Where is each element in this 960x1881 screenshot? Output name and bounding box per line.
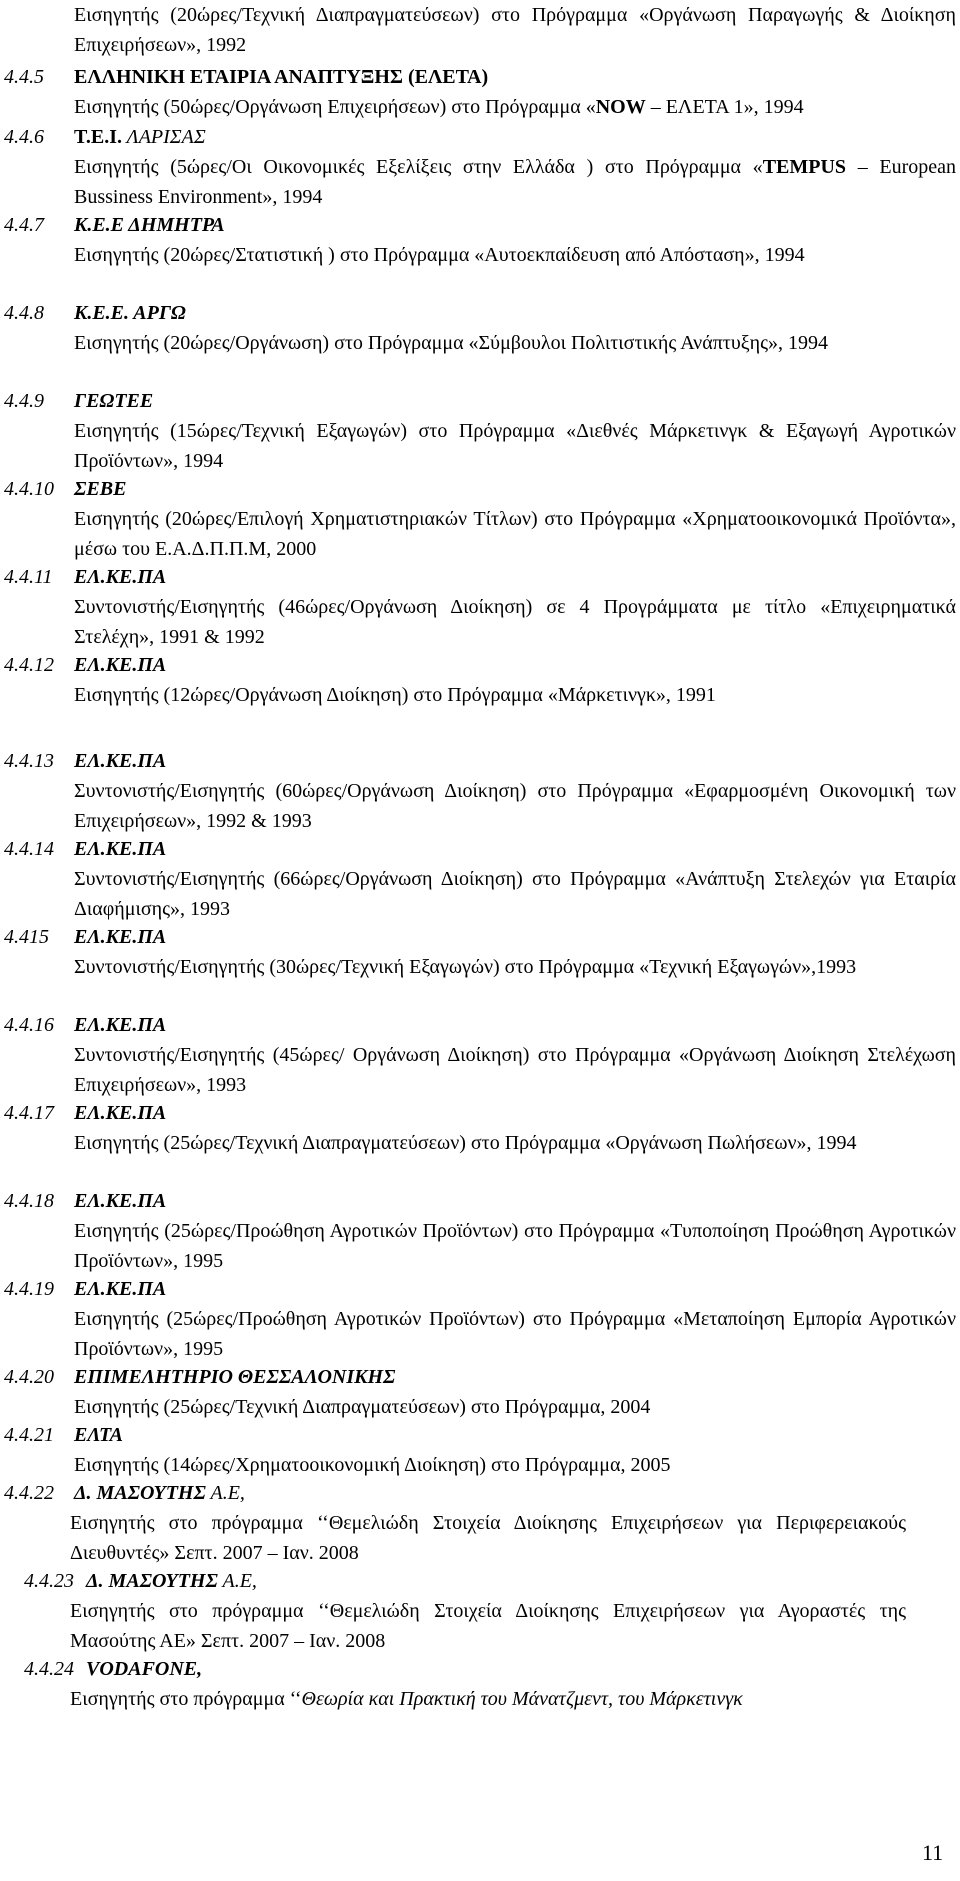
entry-organization-suffix: Α.Ε,: [205, 1482, 245, 1504]
entry-text: [74, 92, 956, 122]
entry-text: Εισηγητής (12ώρες/Οργάνωση Διοίκηση) στο Πρόγραμμα «Μάρκετινγκ», 1991: [74, 684, 716, 706]
entry-organization: ΕΛ.ΚΕ.ΠΑ: [74, 1278, 167, 1300]
entry-number: 4.4.14: [4, 838, 54, 860]
entry-organization-suffix: ΛΑΡΙΣΑΣ: [121, 126, 206, 148]
entry-text: [70, 1684, 950, 1714]
entry-text-part: Εισηγητής στο πρόγραμμα ‘‘: [70, 1688, 302, 1710]
entry-text: Συντονιστής/Εισηγητής (46ώρες/Οργάνωση Διοίκηση) σε 4 Προγράμματα με τίτλο «Επιχειρηματικά Στελέχη», 1991 & 1992: [74, 596, 956, 648]
entry-text-part: – ΕΛΕΤΑ 1», 1994: [645, 96, 804, 118]
entry-text: Εισηγητής (20ώρες/Επιλογή Χρηματιστηριακών Τίτλων) στο Πρόγραμμα «Χρηματοοικονομικά Προϊόντα», μέσω του Ε.Α.Δ.Π.Π.Μ, 2000: [74, 508, 956, 560]
entry-organization: [86, 1566, 257, 1596]
entry-text: Εισηγητής στο πρόγραμμα ‘‘Θεμελιώδη Στοιχεία Διοίκησης Επιχειρήσεων για Αγοραστές της Μασούτης ΑΕ» Σεπτ. 2007 – Ιαν. 2008: [70, 1600, 906, 1652]
entry-organization-name: Δ. ΜΑΣΟΥΤΗΣ: [74, 1482, 206, 1504]
entry-organization: ΕΛ.ΚΕ.ΠΑ: [74, 566, 167, 588]
entry-text: Εισηγητής (20ώρες/Τεχνική Διαπραγματεύσεων) στο Πρόγραμμα «Οργάνωση Παραγωγής & Διοίκηση Επιχειρήσεων», 1992: [74, 4, 956, 56]
entry-organization-name: Δ. ΜΑΣΟΥΤΗΣ: [86, 1570, 218, 1592]
entry-number: 4.4.18: [4, 1190, 54, 1212]
entry-text: Εισηγητής στο πρόγραμμα ‘‘Θεμελιώδη Στοιχεία Διοίκησης Επιχειρήσεων για Περιφερειακούς Διευθυντές» Σεπτ. 2007 – Ιαν. 2008: [70, 1512, 906, 1564]
entry-number: 4.4.7: [4, 214, 44, 236]
entry-text: Εισηγητής (25ώρες/Τεχνική Διαπραγματεύσεων) στο Πρόγραμμα, 2004: [74, 1396, 651, 1418]
entry-number: 4.4.10: [4, 478, 54, 500]
entry-organization: [74, 122, 206, 152]
entry-organization: ΕΛΤΑ: [74, 1424, 124, 1446]
entry-number: 4.415: [4, 926, 49, 948]
entry-text-part: Εισηγητής (5ώρες/Οι Οικονομικές Εξελίξεις στην Ελλάδα ) στο Πρόγραμμα «: [74, 156, 763, 178]
entry-text: Συντονιστής/Εισηγητής (66ώρες/Οργάνωση Διοίκηση) στο Πρόγραμμα «Ανάπτυξη Στελεχών για Εταιρία Διαφήμισης», 1993: [74, 868, 956, 920]
entry-number: 4.4.13: [4, 750, 54, 772]
entry-number: 4.4.20: [4, 1366, 54, 1388]
entry-organization: ΕΠΙΜΕΛΗΤΗΡΙΟ ΘΕΣΣΑΛΟΝΙΚΗΣ: [74, 1366, 396, 1388]
entry-text: Εισηγητής (20ώρες/Στατιστική ) στο Πρόγραμμα «Αυτοεκπαίδευση από Απόσταση», 1994: [74, 244, 805, 266]
entry-organization: ΕΛ.ΚΕ.ΠΑ: [74, 750, 167, 772]
entry-text: Συντονιστής/Εισηγητής (60ώρες/Οργάνωση Διοίκηση) στο Πρόγραμμα «Εφαρμοσμένη Οικονομική των Επιχειρήσεων», 1992 & 1993: [74, 780, 956, 832]
entry-organization: Κ.Ε.Ε. ΑΡΓΩ: [74, 302, 186, 324]
entry-organization: ΕΛ.ΚΕ.ΠΑ: [74, 838, 167, 860]
entry-text: Εισηγητής (25ώρες/Προώθηση Αγροτικών Προϊόντων) στο Πρόγραμμα «Τυποποίηση Προώθηση Αγροτικών Προϊόντων», 1995: [74, 1220, 956, 1272]
entry-number: 4.4.17: [4, 1102, 54, 1124]
entry-text: Εισηγητής (14ώρες/Χρηματοοικονομική Διοίκηση) στο Πρόγραμμα, 2005: [74, 1454, 671, 1476]
entry-text: Συντονιστής/Εισηγητής (45ώρες/ Οργάνωση Διοίκηση) στο Πρόγραμμα «Οργάνωση Διοίκηση Στελέχωση Επιχειρήσεων», 1993: [74, 1044, 956, 1096]
entry-organization: VODAFONE,: [86, 1658, 203, 1680]
entry-number: 4.4.6: [4, 126, 44, 148]
entry-organization: ΕΛ.ΚΕ.ΠΑ: [74, 1190, 167, 1212]
entry-organization-suffix: Α.Ε,: [217, 1570, 257, 1592]
entry-text: Εισηγητής (25ώρες/Προώθηση Αγροτικών Προϊόντων) στο Πρόγραμμα «Μεταποίηση Εμπορία Αγροτικών Προϊόντων», 1995: [74, 1308, 956, 1360]
entry-text: Εισηγητής (25ώρες/Τεχνική Διαπραγματεύσεων) στο Πρόγραμμα «Οργάνωση Πωλήσεων», 1994: [74, 1132, 857, 1154]
entry-number: 4.4.21: [4, 1424, 54, 1446]
entry-text: Συντονιστής/Εισηγητής (30ώρες/Τεχνική Εξαγωγών) στο Πρόγραμμα «Τεχνική Εξαγωγών»,1993: [74, 956, 857, 978]
entry-number: 4.4.16: [4, 1014, 54, 1036]
entry-number: 4.4.22: [4, 1482, 54, 1504]
entry-program-acronym: NOW: [595, 96, 646, 118]
entry-program-acronym: TEMPUS: [762, 156, 847, 178]
entry-text-part: Εισηγητής (50ώρες/Οργάνωση Επιχειρήσεων) στο Πρόγραμμα «: [74, 96, 596, 118]
entry-text-part: – European Bussiness Environment», 1994: [74, 156, 956, 208]
entry-organization: ΕΛ.ΚΕ.ΠΑ: [74, 1014, 167, 1036]
entry-number: 4.4.24: [24, 1658, 74, 1680]
entry-number: 4.4.5: [4, 66, 44, 88]
entry-organization: Κ.Ε.Ε ΔΗΜΗΤΡΑ: [74, 214, 225, 236]
entry-organization: ΣΕΒΕ: [74, 478, 127, 500]
entry-organization: ΓΕΩΤΕΕ: [74, 390, 154, 412]
entry-text: Εισηγητής (15ώρες/Τεχνική Εξαγωγών) στο Πρόγραμμα «Διεθνές Μάρκετινγκ & Εξαγωγή Αγροτικών Προϊόντων», 1994: [74, 420, 956, 472]
entry-number: 4.4.8: [4, 302, 44, 324]
entry-text: Εισηγητής (20ώρες/Οργάνωση) στο Πρόγραμμα «Σύμβουλοι Πολιτιστικής Ανάπτυξης», 1994: [74, 332, 829, 354]
entry-organization: ΕΛ.ΚΕ.ΠΑ: [74, 1102, 167, 1124]
entry-number: 4.4.11: [4, 566, 53, 588]
entry-organization: ΕΛ.ΚΕ.ΠΑ: [74, 654, 167, 676]
entry-number: 4.4.12: [4, 654, 54, 676]
page-number: 11: [922, 1840, 944, 1865]
entry-organization: ΕΛΛΗΝΙΚΗ ΕΤΑΙΡΙΑ ΑΝΑΠΤΥΞΗΣ (ΕΛΕΤΑ): [74, 66, 489, 88]
entry-organization: [74, 1478, 245, 1508]
entry-number: 4.4.9: [4, 390, 44, 412]
entry-program-title: Θεωρία και Πρακτική του Μάνατζμεντ, του Μάρκετινγκ: [301, 1688, 743, 1710]
entry-organization: ΕΛ.ΚΕ.ΠΑ: [74, 926, 167, 948]
entry-number: 4.4.23: [24, 1570, 74, 1592]
entry-organization-name: Τ.Ε.Ι.: [74, 126, 122, 148]
entry-number: 4.4.19: [4, 1278, 54, 1300]
entry-text: [74, 152, 956, 212]
